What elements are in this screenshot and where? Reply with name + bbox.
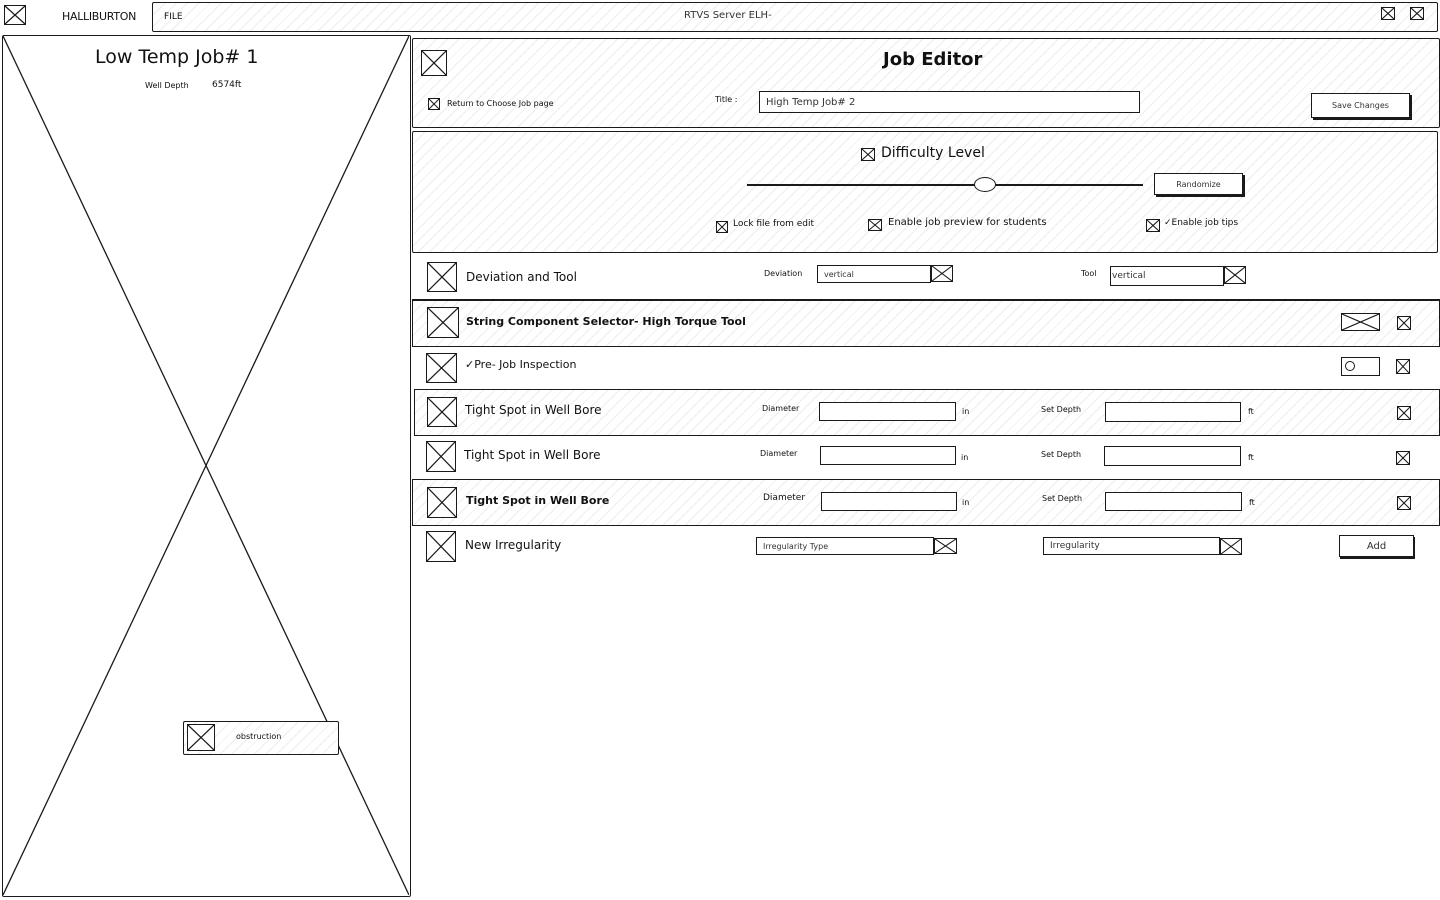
pre-job-toggle[interactable] bbox=[1341, 357, 1380, 376]
job-editor-header bbox=[412, 38, 1440, 128]
tool-select[interactable]: vertical bbox=[1110, 266, 1224, 286]
toggle-knob bbox=[1345, 361, 1355, 371]
pre-job-icon bbox=[426, 353, 457, 383]
new-irregularity-label: New Irregularity bbox=[465, 538, 562, 552]
pre-job-label: ✓Pre- Job Inspection bbox=[465, 358, 577, 371]
new-irregularity-row bbox=[412, 527, 1440, 567]
set-depth-unit: ft bbox=[1249, 498, 1255, 507]
tight-spot-label: Tight Spot in Well Bore bbox=[466, 494, 610, 507]
string-component-remove-icon[interactable] bbox=[1397, 316, 1411, 330]
lock-file-label: Lock file from edit bbox=[733, 219, 815, 229]
preview-checkbox[interactable] bbox=[868, 219, 882, 231]
tight-spot-label: Tight Spot in Well Bore bbox=[465, 403, 602, 417]
job-tips-label: ✓Enable job tips bbox=[1164, 218, 1239, 228]
return-link[interactable]: Return to Choose Job page bbox=[447, 99, 554, 108]
obstruction-icon bbox=[187, 724, 215, 751]
diameter-label: Diameter bbox=[763, 493, 806, 503]
string-component-label: String Component Selector- High Torque Tool bbox=[466, 315, 746, 328]
diameter-label: Diameter bbox=[762, 404, 800, 413]
string-component-image-icon[interactable] bbox=[1341, 313, 1380, 331]
brand-label: HALLIBURTON bbox=[62, 10, 137, 23]
diameter-unit: in bbox=[962, 498, 970, 507]
set-depth-label: Set Depth bbox=[1042, 494, 1083, 503]
well-depth-value: 6574ft bbox=[212, 80, 242, 90]
top-bar bbox=[0, 0, 1440, 34]
difficulty-section bbox=[412, 131, 1438, 253]
deviation-row-label: Deviation and Tool bbox=[466, 270, 577, 284]
difficulty-slider[interactable] bbox=[747, 174, 1143, 198]
obstruction-marker[interactable] bbox=[183, 721, 339, 755]
set-depth-label: Set Depth bbox=[1041, 450, 1082, 459]
slider-thumb[interactable] bbox=[974, 177, 996, 192]
tight-spot-icon bbox=[426, 441, 456, 472]
irregularity-dropdown-icon[interactable] bbox=[1220, 538, 1242, 555]
page-title: Job Editor bbox=[883, 49, 983, 70]
irregularity-type-dropdown-icon[interactable] bbox=[934, 538, 957, 554]
deviation-tool-row bbox=[412, 254, 1440, 300]
well-depth-label: Well Depth bbox=[145, 81, 189, 90]
deviation-row-icon bbox=[427, 262, 457, 292]
difficulty-icon bbox=[861, 148, 875, 161]
deviation-label: Deviation bbox=[764, 269, 803, 278]
obstruction-label: obstruction bbox=[236, 732, 282, 741]
close-icon[interactable] bbox=[1410, 7, 1424, 20]
set-depth-input[interactable] bbox=[1105, 402, 1241, 422]
tool-dropdown-icon[interactable] bbox=[1224, 266, 1246, 284]
irregularity-type-select[interactable]: Irregularity Type bbox=[756, 537, 934, 555]
new-irregularity-icon bbox=[426, 531, 456, 562]
string-component-row[interactable] bbox=[412, 300, 1440, 347]
set-depth-unit: ft bbox=[1248, 407, 1254, 416]
diameter-unit: in bbox=[962, 407, 970, 416]
diameter-input[interactable] bbox=[819, 402, 956, 421]
tight-spot-icon bbox=[427, 487, 457, 518]
title-label: Title : bbox=[715, 95, 738, 104]
diameter-label: Diameter bbox=[760, 449, 798, 458]
tight-spot-row bbox=[412, 437, 1440, 479]
job-title: Low Temp Job# 1 bbox=[95, 46, 259, 68]
tight-spot-label: Tight Spot in Well Bore bbox=[464, 448, 601, 462]
minimize-icon[interactable] bbox=[1381, 7, 1395, 20]
deviation-select[interactable]: vertical bbox=[817, 265, 931, 283]
string-component-icon bbox=[427, 307, 459, 338]
set-depth-unit: ft bbox=[1248, 453, 1254, 462]
irregularity-select[interactable]: Irregularity bbox=[1043, 537, 1220, 555]
set-depth-input[interactable] bbox=[1104, 446, 1241, 466]
well-preview-panel bbox=[2, 35, 411, 897]
return-checkbox-icon[interactable] bbox=[428, 98, 440, 110]
set-depth-input[interactable] bbox=[1105, 492, 1242, 511]
diameter-unit: in bbox=[961, 453, 969, 462]
randomize-button[interactable]: Randomize bbox=[1154, 173, 1243, 195]
set-depth-label: Set Depth bbox=[1041, 405, 1082, 414]
difficulty-label: Difficulty Level bbox=[881, 145, 985, 161]
tight-spot-remove-icon[interactable] bbox=[1397, 406, 1411, 420]
diameter-input[interactable] bbox=[821, 492, 957, 511]
preview-label: Enable job preview for students bbox=[888, 217, 1047, 228]
tight-spot-row bbox=[412, 479, 1440, 526]
title-bar bbox=[152, 2, 1438, 32]
tight-spot-remove-icon[interactable] bbox=[1396, 451, 1410, 465]
tight-spot-icon bbox=[427, 397, 457, 427]
file-menu[interactable]: FILE bbox=[164, 12, 183, 22]
job-editor-icon bbox=[421, 50, 447, 76]
job-tips-checkbox[interactable] bbox=[1146, 219, 1160, 232]
well-image-placeholder bbox=[3, 36, 409, 895]
add-irregularity-button[interactable]: Add bbox=[1339, 535, 1414, 557]
deviation-dropdown-icon[interactable] bbox=[931, 265, 953, 282]
diameter-input[interactable] bbox=[820, 446, 956, 465]
tool-label: Tool bbox=[1081, 269, 1097, 278]
title-input[interactable]: High Temp Job# 2 bbox=[759, 91, 1140, 113]
tight-spot-row bbox=[414, 389, 1440, 436]
slider-track bbox=[747, 184, 1143, 186]
pre-job-remove-icon[interactable] bbox=[1396, 359, 1410, 374]
lock-file-checkbox[interactable] bbox=[716, 221, 728, 233]
app-logo-icon bbox=[4, 5, 26, 25]
save-changes-button[interactable]: Save Changes bbox=[1311, 93, 1410, 118]
pre-job-row bbox=[412, 348, 1440, 388]
tight-spot-remove-icon[interactable] bbox=[1397, 496, 1411, 510]
server-title: RTVS Server ELH- bbox=[684, 10, 772, 21]
